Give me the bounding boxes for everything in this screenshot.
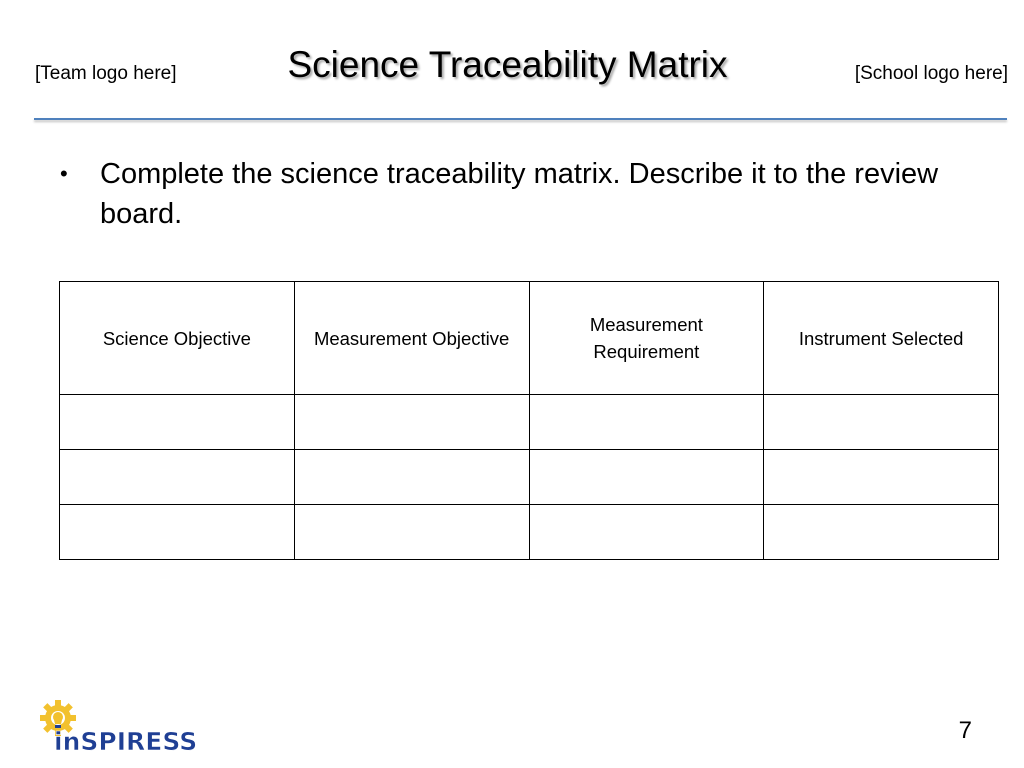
table-cell[interactable]: [764, 395, 999, 450]
table-cell[interactable]: [764, 450, 999, 505]
table-cell[interactable]: [294, 395, 529, 450]
table-cell[interactable]: [764, 505, 999, 560]
table-cell[interactable]: [60, 395, 295, 450]
slide-title: Science Traceability Matrix: [287, 44, 728, 85]
bullet-text: Complete the science traceability matrix. Describe it to the review board.: [100, 158, 939, 230]
header-measurement-requirement: Measurement Requirement: [529, 282, 764, 395]
header-instrument-selected: Instrument Selected: [764, 282, 999, 395]
logo-wordmark: inSPIRESS: [54, 727, 198, 756]
bullet-icon: •: [60, 161, 68, 186]
inspiress-logo: [36, 698, 236, 758]
table-cell[interactable]: [529, 450, 764, 505]
header-science-objective: Science Objective: [60, 282, 295, 395]
table-cell[interactable]: [294, 450, 529, 505]
bullet-item: [60, 154, 960, 234]
table-cell[interactable]: [294, 505, 529, 560]
table-cell[interactable]: [529, 395, 764, 450]
table-row: [60, 505, 999, 560]
title-divider: [34, 118, 1007, 120]
table-row: [60, 450, 999, 505]
school-logo-placeholder: [School logo here]: [854, 63, 1008, 84]
table-cell[interactable]: [60, 450, 295, 505]
table-cell[interactable]: [60, 505, 295, 560]
table-cell[interactable]: [529, 505, 764, 560]
page-number: 7: [958, 717, 972, 744]
table-row: [60, 395, 999, 450]
traceability-matrix-table: [59, 281, 999, 560]
header-measurement-objective: Measurement Objective: [294, 282, 529, 395]
table-header-row: [60, 282, 999, 395]
team-logo-placeholder: [Team logo here]: [35, 63, 177, 84]
